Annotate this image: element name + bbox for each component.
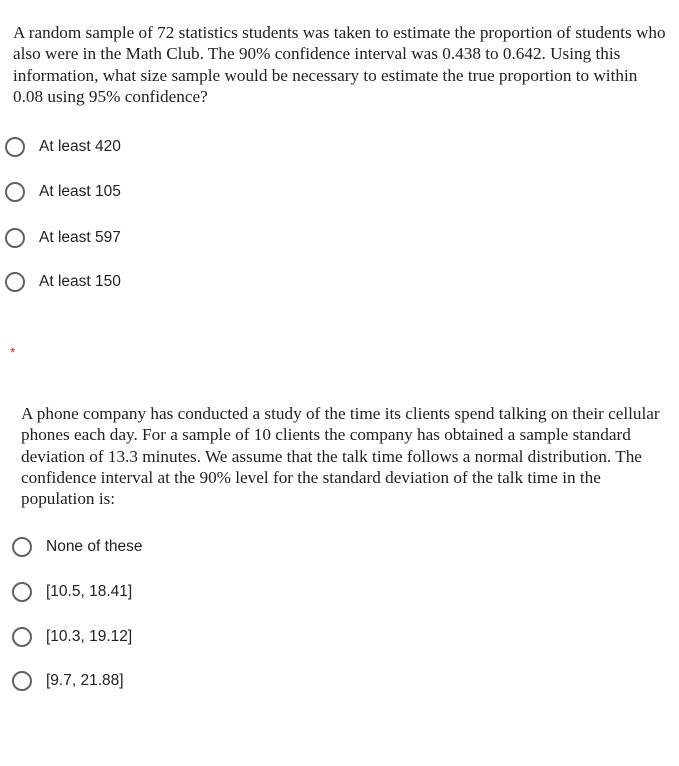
question-2-option-3[interactable] [12, 627, 132, 647]
option-label: At least 105 [39, 183, 121, 200]
radio-button[interactable] [5, 137, 25, 157]
question-2-text: A phone company has conducted a study of the time its clients spend talking on their cellular phones each day. For a sample of 10 clients the company has obtained a sample standard deviation of 13.3 minutes. We assume that the talk time follows a normal distribution. The confidence interval at the 90% level for the standard deviation of the talk time in the population is: [21, 404, 660, 509]
question-2-option-2[interactable] [12, 582, 132, 602]
question-1-text: A random sample of 72 statistics students was taken to estimate the proportion of students who also were in the Math Club. The 90% confidence interval was 0.438 to 0.642. Using this information, what size sample would be necessary to estimate the true proportion to within 0.08 using 95% confidence? [13, 23, 666, 106]
question-2-option-1[interactable] [12, 537, 143, 557]
radio-button[interactable] [5, 228, 25, 248]
question-1-option-2[interactable] [5, 182, 121, 202]
option-label: [9.7, 21.88] [46, 672, 124, 689]
option-label: [10.5, 18.41] [46, 583, 133, 600]
option-label: None of these [46, 538, 143, 555]
question-2-option-4[interactable] [12, 671, 124, 691]
option-label: At least 150 [39, 273, 121, 290]
option-label: [10.3, 19.12] [46, 628, 133, 645]
question-1-option-4[interactable] [5, 272, 121, 292]
radio-button[interactable] [12, 537, 32, 557]
radio-button[interactable] [12, 671, 32, 691]
radio-button[interactable] [12, 627, 32, 647]
option-label: At least 597 [39, 229, 121, 246]
radio-button[interactable] [5, 272, 25, 292]
option-label: At least 420 [39, 138, 121, 155]
question-1-option-3[interactable] [5, 228, 121, 248]
required-marker: * [10, 344, 16, 360]
question-1-option-1[interactable] [5, 137, 121, 157]
radio-button[interactable] [5, 182, 25, 202]
radio-button[interactable] [12, 582, 32, 602]
